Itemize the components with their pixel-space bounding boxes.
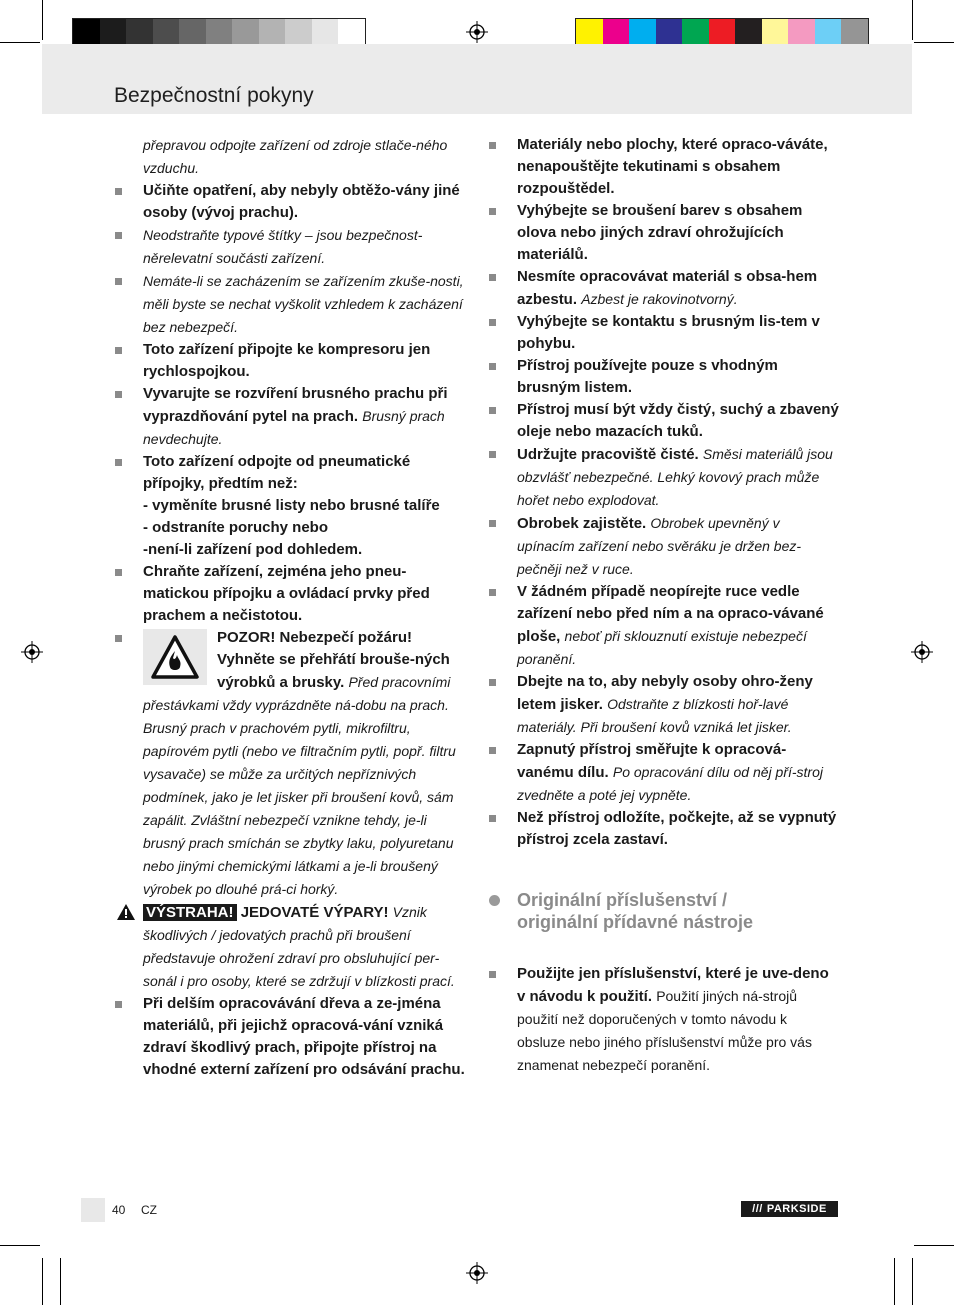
color-swatch	[656, 19, 683, 47]
color-swatch	[841, 19, 868, 47]
color-swatch	[709, 19, 736, 47]
crop-mark	[42, 0, 43, 40]
warning-item	[143, 901, 465, 993]
list-item	[517, 311, 839, 355]
fire-warning-icon	[143, 629, 207, 685]
item-text: Zapnutý přístroj směřujte k opracová-vanému dílu.	[517, 741, 787, 781]
color-swatch	[232, 19, 259, 47]
bullet-icon	[115, 635, 122, 642]
color-swatch	[629, 19, 656, 47]
bullet-icon	[489, 319, 496, 326]
bullet-icon	[489, 451, 496, 458]
list-item	[143, 134, 465, 180]
crop-mark	[0, 1245, 40, 1246]
item-text: Nesmíte opracovávat materiál s obsa-hem azbestu.	[517, 268, 818, 308]
bullet-icon	[115, 569, 122, 576]
list-item	[517, 399, 839, 443]
page-title: Bezpečnostní pokyny	[114, 84, 314, 107]
bullet-icon	[489, 520, 496, 527]
list-item	[143, 627, 465, 901]
list-item	[517, 134, 839, 200]
bullet-icon	[115, 1001, 122, 1008]
color-swatch	[603, 19, 630, 47]
list-item	[143, 270, 465, 339]
color-swatch	[153, 19, 180, 47]
item-note: Odstraňte z blízkosti hoř-lavé materiály. Při broušení kovů vzniká let jisker.	[517, 696, 792, 735]
item-text: Než přístroj odložíte, počkejte, až se vypnutý přístroj zcela zastaví.	[517, 809, 837, 848]
sub-item: - odstraníte poruchy nebo	[143, 519, 329, 536]
crop-mark	[60, 1258, 61, 1305]
color-swatch	[788, 19, 815, 47]
section-heading	[517, 889, 839, 933]
color-swatch	[73, 19, 100, 47]
item-text: Toto zařízení odpojte od pneumatické přípojky, předtím než:	[143, 453, 411, 492]
item-text: Přístroj používejte pouze s vhodným brusným listem.	[517, 357, 778, 396]
item-text: JEDOVATÉ VÝPARY!	[240, 904, 389, 921]
bullet-icon	[489, 363, 496, 370]
color-swatch	[338, 19, 365, 47]
item-text: Neodstraňte typové štítky – jsou bezpečnost-něrelevatní součásti zařízení.	[143, 227, 423, 266]
bullet-icon	[489, 589, 496, 596]
brand-name: PARKSIDE	[766, 1203, 827, 1215]
list-item	[517, 807, 839, 851]
item-note: Směsi materiálů jsou obzvlášť nebezpečné. Lehký kovový prach může hořet nebo explodovat.	[517, 446, 833, 508]
color-swatch	[179, 19, 206, 47]
item-text: Chraňte zařízení, zejména jeho pneu-matickou přípojku a ovládací prvky před prachem a nečistotou.	[143, 563, 430, 624]
warning-triangle-icon	[116, 903, 136, 921]
color-swatch	[762, 19, 789, 47]
bullet-icon	[489, 815, 496, 822]
list-item	[517, 963, 839, 1077]
crop-mark	[914, 42, 954, 43]
item-text: Materiály nebo plochy, které opraco-váváte, nenapouštějte tekutinami s obsahem rozpouštědel.	[517, 136, 828, 197]
list-item	[143, 561, 465, 627]
color-swatch	[100, 19, 127, 47]
color-swatch	[285, 19, 312, 47]
list-item	[143, 224, 465, 270]
page-number: 40	[112, 1203, 126, 1217]
sub-item: - vyměníte brusné listy nebo brusné talíře	[143, 497, 440, 514]
list-item	[517, 581, 839, 671]
bullet-icon	[489, 971, 496, 978]
color-swatch	[259, 19, 286, 47]
item-text: Toto zařízení připojte ke kompresoru jen rychlospojkou.	[143, 341, 431, 380]
crop-mark	[914, 1245, 954, 1246]
bullet-icon	[489, 407, 496, 414]
item-text: POZOR! Nebezpečí požáru! Vyhněte se přehřátí brouše-ných výrobků a brusky.	[217, 629, 450, 691]
item-text: Obrobek zajistěte.	[517, 515, 647, 532]
item-text: Vyhýbejte se broušení barev s obsahem olova nebo jiných zdraví ohrožujících materiálů.	[517, 202, 803, 263]
list-item	[517, 739, 839, 807]
item-text: přepravou odpojte zařízení od zdroje stlače-ného vzduchu.	[143, 137, 448, 176]
item-text: Použijte jen příslušenství, které je uve-deno v návodu k použití.	[517, 965, 829, 1005]
item-note: Použití jiných ná-strojů použití než doporučených v tomto návodu k obsluze nebo jiného příslušenství může pro vás znamenat nebezpečí poranění.	[517, 988, 812, 1073]
list-item	[517, 512, 839, 581]
bullet-icon	[489, 142, 496, 149]
registration-mark-icon	[21, 641, 43, 663]
item-text: Při delším opracovávání dřeva a ze-jména materiálů, při jejichž opracová-vání vzniká zdraví škodlivý prach, připojte přístroj na vhodné externí zařízení pro odsávání prachu.	[143, 995, 465, 1078]
bullet-icon	[489, 747, 496, 754]
bullet-icon	[489, 208, 496, 215]
bullet-icon	[489, 274, 496, 281]
crop-mark	[912, 1258, 913, 1305]
registration-mark-icon	[911, 641, 933, 663]
bullet-icon	[489, 679, 496, 686]
list-item	[517, 355, 839, 399]
page-number-box	[81, 1198, 105, 1222]
list-item	[517, 266, 839, 311]
item-text: Vyvarujte se rozvíření brusného prachu při vyprazdňování pytel na prach.	[143, 385, 448, 425]
item-text: Učiňte opatření, aby nebyly obtěžo-vány jiné osoby (vývoj prachu).	[143, 182, 460, 221]
brand-logo	[741, 1201, 838, 1217]
registration-mark-icon	[466, 21, 488, 43]
crop-mark	[894, 1258, 895, 1305]
item-note: Vznik škodlivých / jedovatých prachů při broušení představuje ohrožení zdraví pro obsluhující per-sonál i pro osoby, které se zdržují v blízkosti prací.	[143, 904, 455, 989]
list-item	[143, 451, 465, 561]
list-item	[517, 671, 839, 739]
brand-mark: ///	[752, 1203, 763, 1215]
bullet-icon	[115, 459, 122, 466]
item-text: Nemáte-li se zacházením se zařízením zkuše-nosti, měli byste se nechat vyškolit vzhledem k zacházení bez nebezpečí.	[143, 273, 464, 335]
sub-item: -není-li zařízení pod dohledem.	[143, 541, 363, 558]
item-text: V žádném případě neopírejte ruce vedle zařízení nebo před ním a na opraco-vávané ploše,	[517, 583, 824, 645]
registration-mark-icon	[466, 1262, 488, 1284]
color-swatch	[576, 19, 603, 47]
color-swatch	[312, 19, 339, 47]
bullet-icon	[115, 391, 122, 398]
crop-mark	[912, 0, 913, 40]
left-column	[143, 134, 465, 1081]
item-note: Před pracovními přestávkami vždy vyprázdněte ná-dobu na prach. Brusný prach v prachovém pytli, mikrofiltru, papírovém pytli (nebo ve filtračním pytli, popř. filtru vysavače) se může za určitých nepříznivých podmínek, jako je let jisker při broušení kovů, sám zapálit. Zvláštní nebezpečí vznikne tehdy, je-li brusný prach smíchán se zbytky laku, polyuretanu nebo jinými chemickými látkami a je-li broušený výrobek po dlouhé prá-ci horký.	[143, 674, 456, 897]
item-text: Udržujte pracoviště čisté.	[517, 446, 699, 463]
crop-mark	[0, 42, 40, 43]
color-swatch	[815, 19, 842, 47]
bullet-icon	[115, 188, 122, 195]
item-text: Přístroj musí být vždy čistý, suchý a zbavený oleje nebo mazacích tuků.	[517, 401, 839, 440]
list-item	[517, 443, 839, 512]
item-note: Azbest je rakovinotvorný.	[581, 291, 738, 307]
item-text: Dbejte na to, aby nebyly osoby ohro-ženy letem jisker.	[517, 673, 813, 713]
list-item	[143, 993, 465, 1081]
heading-bullet-icon	[489, 895, 500, 906]
language-code: CZ	[141, 1203, 157, 1217]
item-note: neboť při sklouznutí existuje nebezpečí poranění.	[517, 628, 807, 667]
item-text: Vyhýbejte se kontaktu s brusným lis-tem v pohybu.	[517, 313, 820, 352]
bullet-icon	[115, 232, 122, 239]
color-swatch	[682, 19, 709, 47]
list-item	[143, 180, 465, 224]
list-item	[143, 383, 465, 451]
item-note: Brusný prach nevdechujte.	[143, 408, 445, 447]
warning-label: VÝSTRAHA!	[143, 904, 237, 921]
color-swatch	[206, 19, 233, 47]
color-swatch	[126, 19, 153, 47]
item-note: Obrobek upevněný v upínacím zařízení nebo svěráku je držen bez-pečněji než v ruce.	[517, 515, 802, 577]
bullet-icon	[115, 278, 122, 285]
bullet-icon	[115, 347, 122, 354]
heading-line: originální přídavné nástroje	[517, 912, 754, 932]
right-column	[517, 134, 839, 1077]
color-swatch	[735, 19, 762, 47]
crop-mark	[42, 1258, 43, 1305]
item-note: Po opracování dílu od něj pří-stroj zvedněte a poté jej vypněte.	[517, 764, 823, 803]
list-item	[517, 200, 839, 266]
list-item	[143, 339, 465, 383]
heading-line: Originální příslušenství /	[517, 890, 728, 910]
